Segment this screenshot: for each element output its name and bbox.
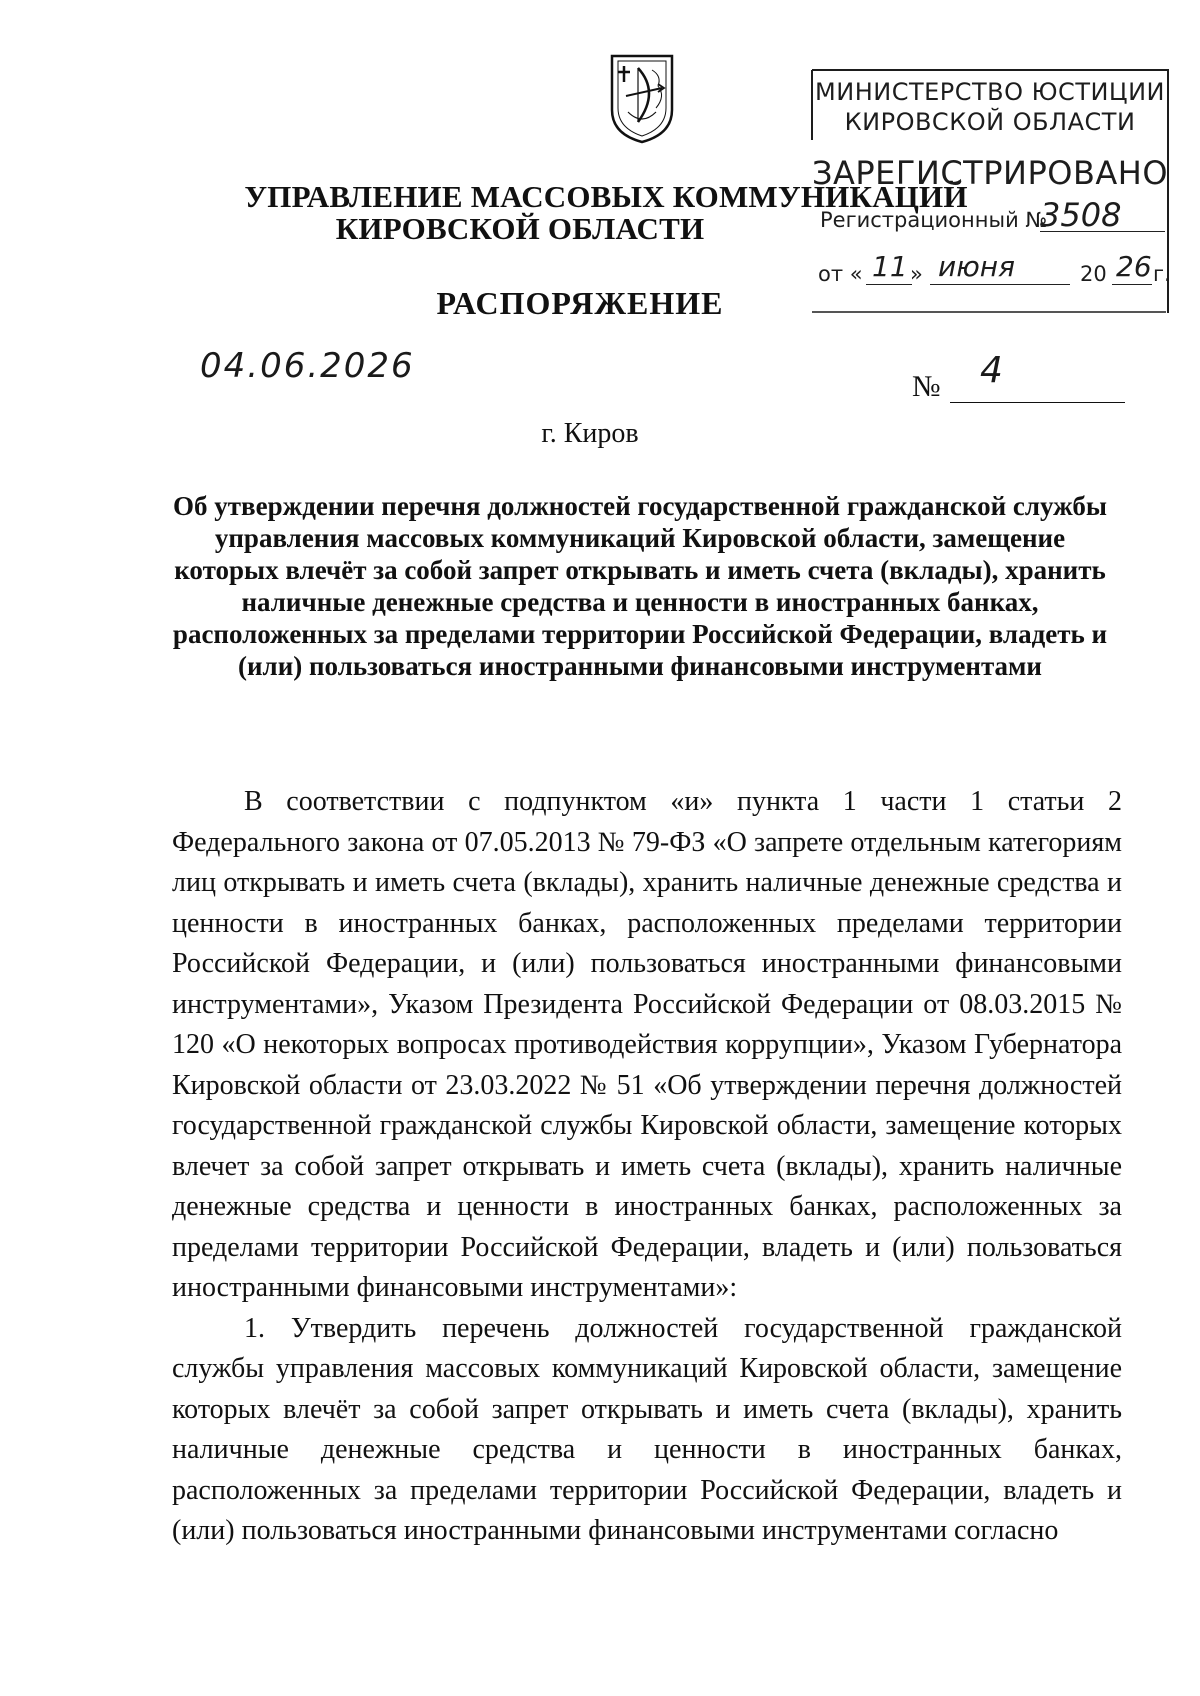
document-body	[172, 782, 1122, 1552]
stamp-date-prefix: от «	[818, 262, 863, 286]
agency-name-line2: КИРОВСКОЙ ОБЛАСТИ	[335, 211, 705, 246]
stamp-region: КИРОВСКОЙ ОБЛАСТИ	[844, 108, 1136, 136]
stamp-day-underline	[866, 284, 912, 285]
body-paragraph-2: 1. Утвердить перечень должностей государственной гражданской службы управления массовых коммуникаций Кировской области, замещение которых влечёт за собой запрет открывать и иметь счета (вклады), хранить наличные денежные средства и ценности в иностранных банках, расположенных за пределами территории Российской Федерации, владеть и (или) пользоваться иностранными финансовыми инструментами согласно	[172, 1312, 1122, 1546]
handwritten-number: 4	[980, 350, 1003, 391]
stamp-month-underline	[930, 284, 1070, 285]
stamp-ministry: МИНИСТЕРСТВО ЮСТИЦИИ	[815, 78, 1165, 106]
stamp-year-suffix: 26	[1116, 250, 1152, 283]
handwritten-date: 04.06.2026	[200, 346, 415, 386]
stamp-reg-number-value: 3508	[1040, 196, 1122, 234]
stamp-year-end: г.	[1153, 262, 1171, 286]
registration-stamp	[810, 68, 1170, 315]
stamp-reg-number-label: Регистрационный №	[820, 208, 1048, 232]
coat-of-arms-emblem	[608, 52, 676, 146]
document-title: Об утверждении перечня должностей государственной гражданской службы управления массовых коммуникаций Кировской области, замещение которых влечёт за собой запрет открывать и иметь счета (вклады), хранить наличные денежные средства и ценности в иностранных банках, расположенных за пределами территории Российской Федерации, владеть и (или) пользоваться иностранными финансовыми инструментами	[172, 491, 1108, 681]
stamp-registered: ЗАРЕГИСТРИРОВАНО	[811, 154, 1169, 192]
stamp-month: июня	[938, 250, 1015, 283]
number-underline	[950, 402, 1125, 403]
agency-name-line1: УПРАВЛЕНИЕ МАССОВЫХ КОММУНИКАЦИЙ	[244, 179, 968, 214]
number-label: №	[912, 370, 941, 403]
city-label: г. Киров	[541, 418, 639, 449]
stamp-year-underline	[1112, 284, 1152, 285]
body-paragraph-1: В соответствии с подпунктом «и» пункта 1 части 1 статьи 2 Федерального закона от 07.05.2013 № 79-ФЗ «О запрете отдельным категориям лиц открывать и иметь счета (вклады), хранить наличные денежные средства и ценности в иностранных банках, расположенных пределами территории Российской Федерации, и (или) пользоваться иностранными финансовыми инструментами», Указом Президента Российской Федерации от 08.03.2015 № 120 «О некоторых вопросах противодействия коррупции», Указом Губернатора Кировской области от 23.03.2022 № 51 «Об утверждении перечня должностей государственной гражданской службы Кировской области, замещение которых влечет за собой запрет открывать и иметь счета (вклады), хранить наличные денежные средства и ценности в иностранных банках, расположенных за пределами территории Российской Федерации, владеть и (или) пользоваться иностранными финансовыми инструментами»:	[172, 786, 1122, 1303]
stamp-reg-number-underline	[1040, 231, 1165, 232]
document-type-heading: РАСПОРЯЖЕНИЕ	[436, 285, 724, 321]
stamp-day-suffix: »	[910, 262, 923, 286]
stamp-year-prefix: 20	[1080, 262, 1107, 286]
stamp-day: 11	[872, 250, 908, 283]
